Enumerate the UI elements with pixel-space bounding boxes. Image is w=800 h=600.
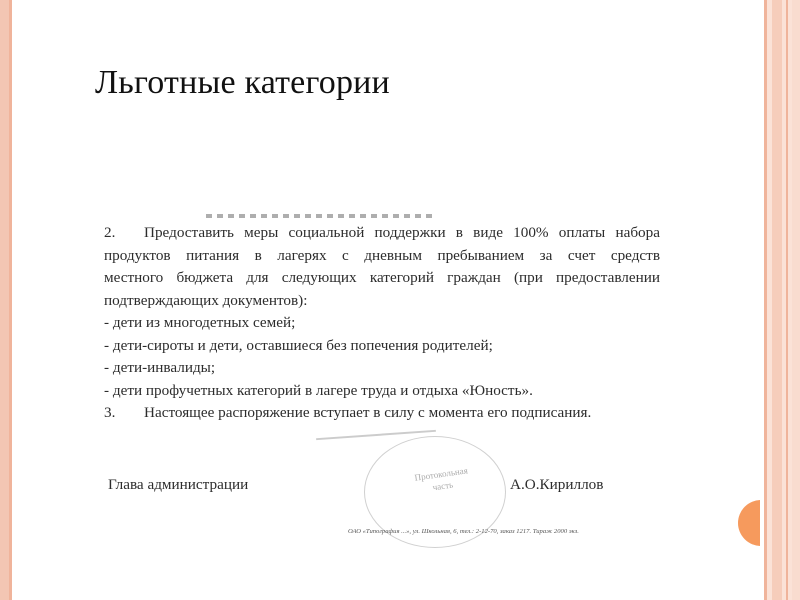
scanned-document [96, 206, 672, 558]
frame-stripe [764, 0, 767, 600]
cut-off-text-line [206, 214, 436, 218]
print-footer-note: ОАО «Типография ...», ул. Школьная, 6, тел.: 2-12-70, заказ 1217. Тираж 2000 экз. [348, 528, 579, 535]
paragraph-number: 3. [104, 404, 116, 421]
document-line [104, 402, 660, 425]
frame-left-line [9, 0, 12, 600]
document-line [104, 222, 660, 245]
document-line: продуктов питания в лагерях с дневным пребыванием за счет средств [104, 246, 660, 264]
document-line: подтверждающих документов): [104, 291, 308, 309]
frame-stripe [772, 0, 782, 600]
slide-title: Льготные категории [95, 64, 390, 101]
stamp-text: Протокольная часть [413, 465, 469, 493]
document-line: - дети из многодетных семей; [104, 314, 296, 331]
slide-frame-right [764, 0, 800, 600]
document-line: - дети профучетных категорий в лагере труда и отдыха «Юность». [104, 381, 533, 399]
signatory-name: А.О.Кириллов [510, 476, 604, 493]
frame-stripe [792, 0, 800, 600]
paragraph-number: 2. [104, 224, 116, 241]
paragraph-text: Настоящее распоряжение вступает в силу с момента его подписания. [144, 404, 592, 421]
document-line: - дети-инвалиды; [104, 359, 216, 376]
document-line: местного бюджета для следующих категорий граждан (при предоставлении [104, 269, 660, 286]
signatory-position: Глава администрации [108, 476, 249, 493]
paragraph-text: Предоставить меры социальной поддержки в виде 100% оплаты набора [144, 224, 660, 241]
frame-stripe [786, 0, 788, 600]
document-line: - дети-сироты и дети, оставшиеся без попечения родителей; [104, 336, 493, 354]
